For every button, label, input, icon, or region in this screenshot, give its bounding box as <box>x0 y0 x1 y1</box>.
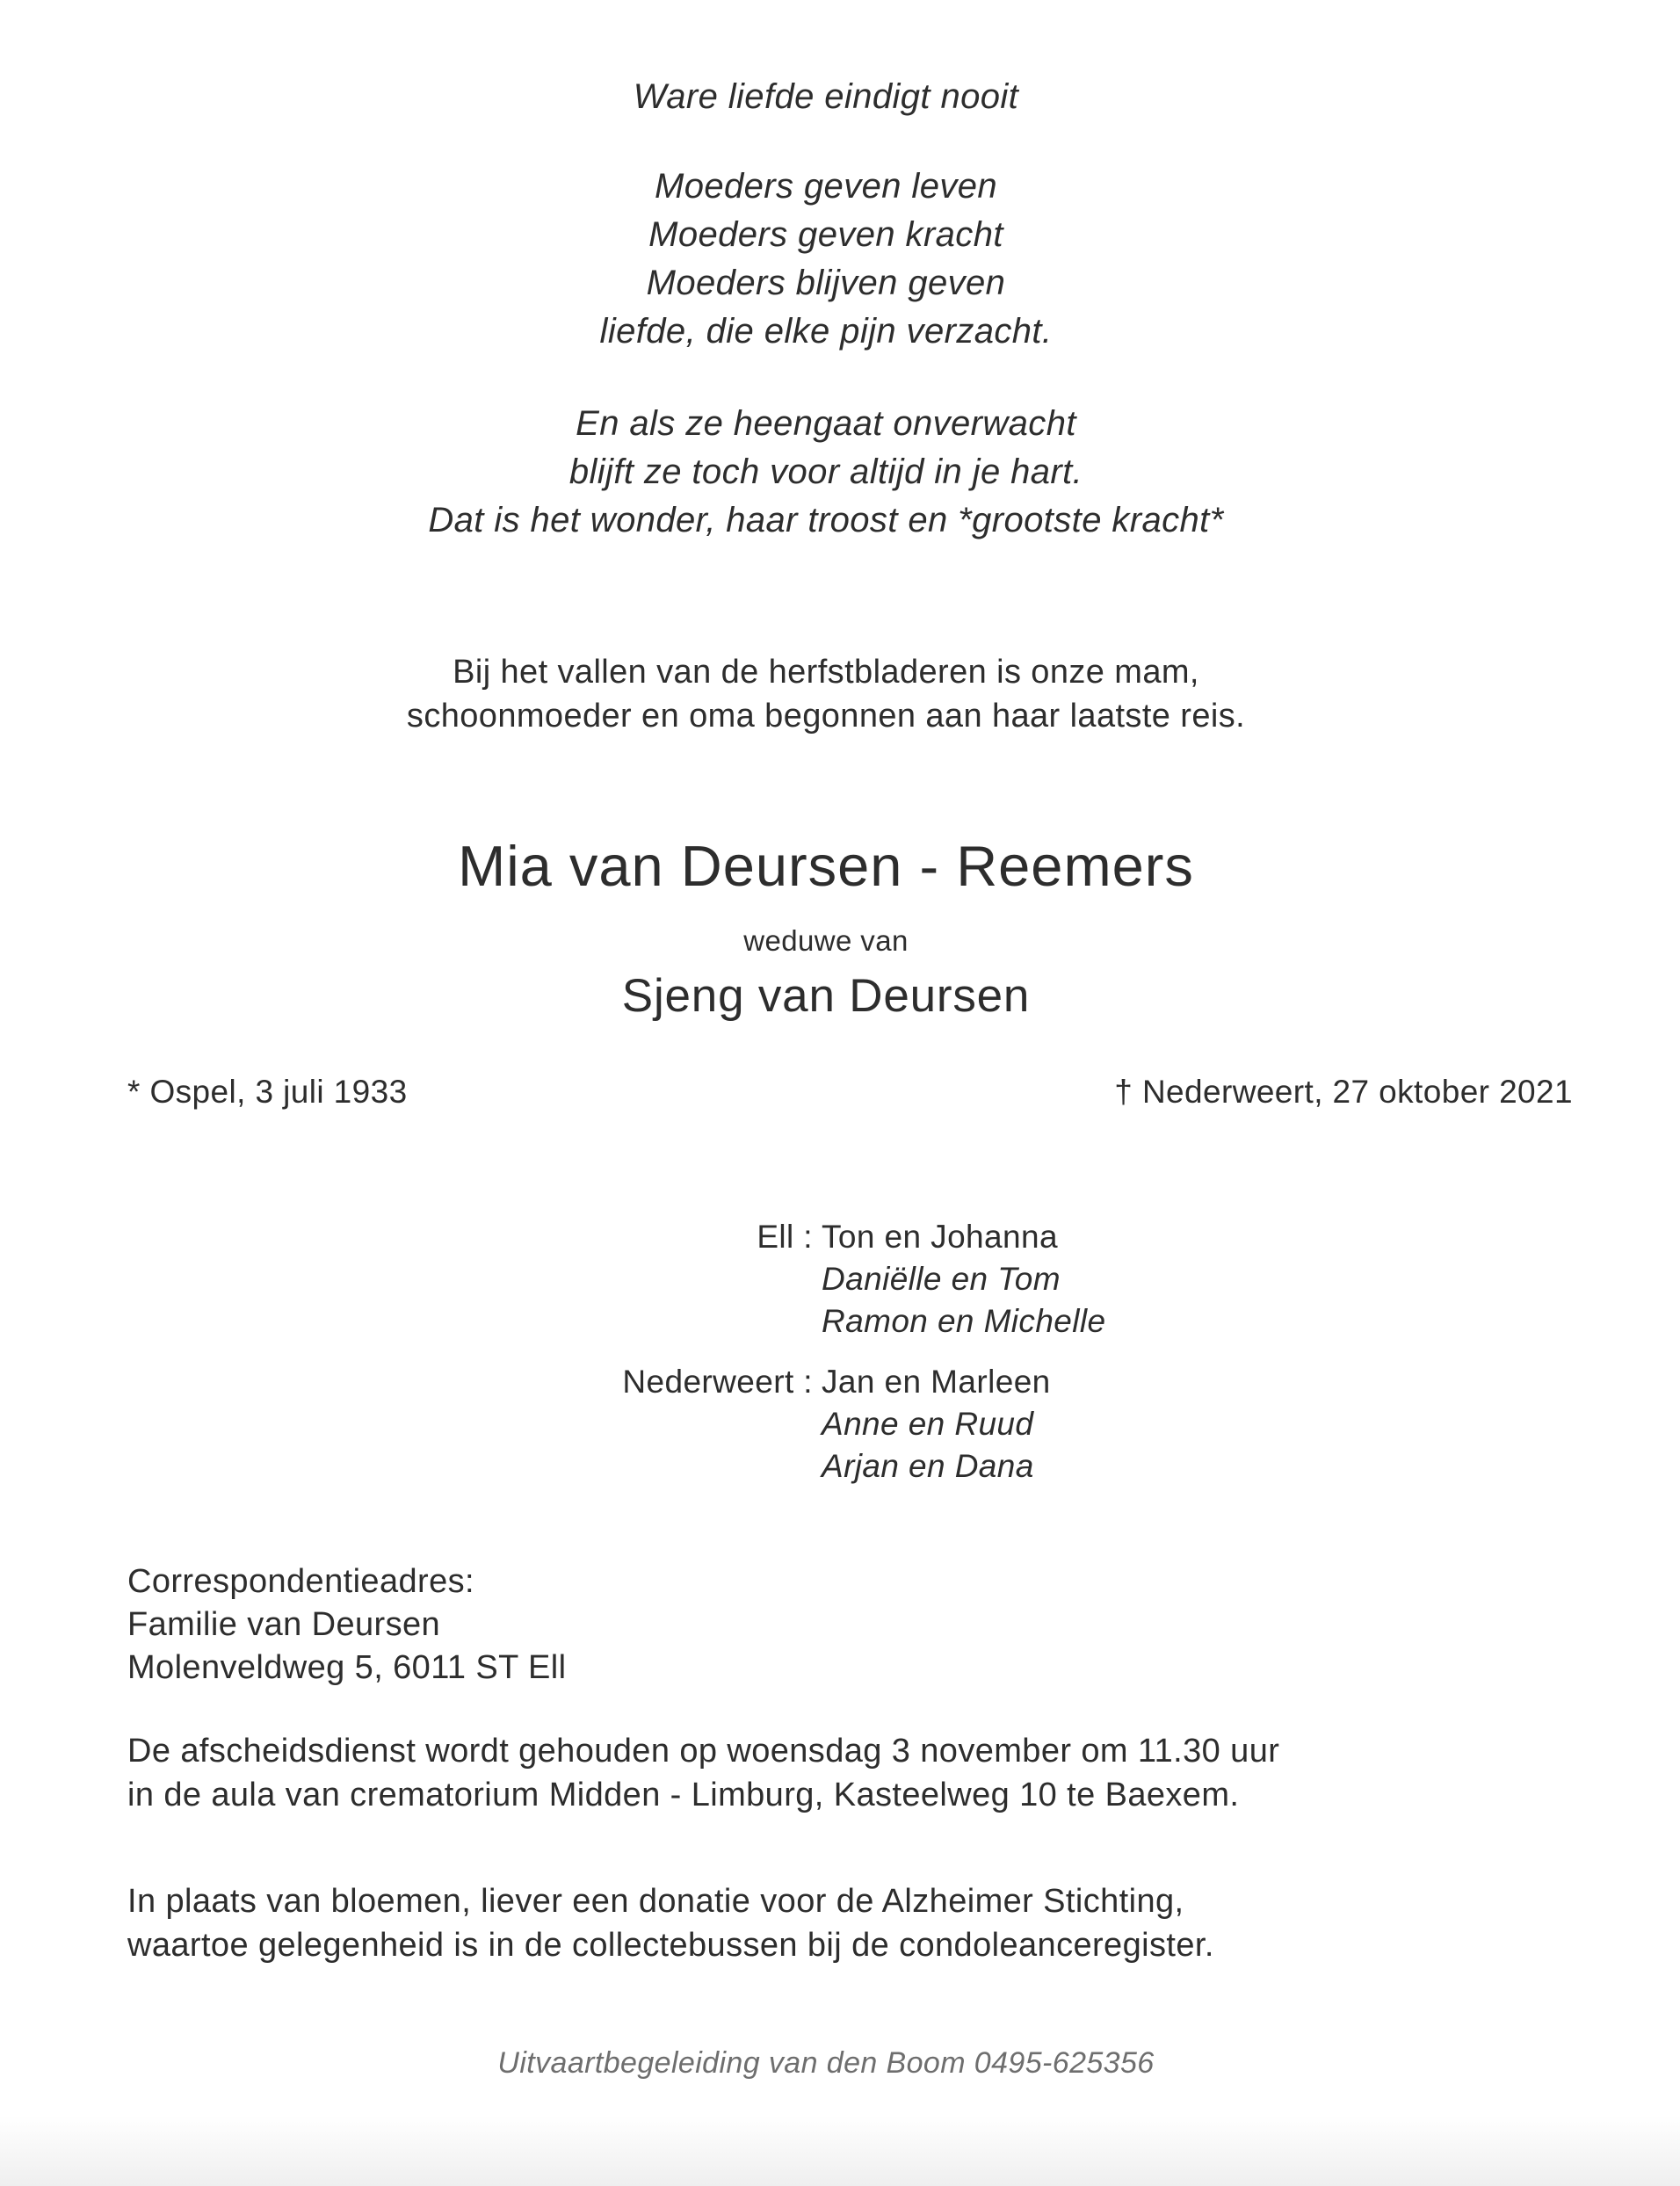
correspondence-address <box>127 1560 566 1690</box>
spouse-name: Sjeng van Deursen <box>621 970 1031 1022</box>
poem-line: Moeders geven leven <box>654 167 998 206</box>
donation-line: In plaats van bloemen, liever een donatie voor de Alzheimer Stichting, <box>127 1883 1184 1920</box>
intro-line: schoonmoeder en oma begonnen aan haar laatste reis. <box>406 698 1246 735</box>
family-members <box>822 1216 1652 1343</box>
correspondence-line: Familie van Deursen <box>127 1606 441 1643</box>
family-member: Jan en Marleen <box>822 1364 1051 1400</box>
family-group <box>0 1216 1652 1343</box>
birth-death-row <box>0 1074 1680 1111</box>
donation-info <box>127 1879 1214 1967</box>
deceased-name: Mia van Deursen - Reemers <box>458 834 1194 898</box>
poem-line: blijft ze toch voor altijd in je hart. <box>568 452 1083 491</box>
poem-stanza-1 <box>0 163 1652 356</box>
relation-label: weduwe van <box>743 924 909 957</box>
poem-line: Dat is het wonder, haar troost en *grootste kracht* <box>428 501 1224 539</box>
death-info: † Nederweert, 27 oktober 2021 <box>1114 1074 1573 1110</box>
service-line: De afscheidsdienst wordt gehouden op woensdag 3 november om 11.30 uur <box>127 1733 1280 1770</box>
family-member: Arjan en Dana <box>822 1448 1034 1484</box>
poem-line: liefde, die elke pijn verzacht. <box>599 312 1053 351</box>
family-place: Nederweert : <box>622 1364 813 1400</box>
correspondence-line: Molenveldweg 5, 6011 ST Ell <box>127 1649 567 1686</box>
poem-stanza-2 <box>0 400 1652 545</box>
birth-info: * Ospel, 3 juli 1933 <box>127 1074 408 1110</box>
family-member: Anne en Ruud <box>822 1406 1034 1442</box>
family-group <box>0 1361 1652 1487</box>
family-list <box>0 1216 1652 1487</box>
family-place: Ell : <box>757 1219 813 1255</box>
announcement-intro <box>0 650 1652 738</box>
family-members <box>822 1361 1652 1487</box>
funeral-director-footer: Uitvaartbegeleiding van den Boom 0495-625356 <box>497 2046 1155 2080</box>
family-member: Ramon en Michelle <box>822 1303 1106 1339</box>
page-bottom-shadow <box>0 2116 1680 2186</box>
service-info <box>127 1729 1279 1817</box>
poem-line: Moeders blijven geven <box>646 264 1006 302</box>
poem-line: Moeders geven kracht <box>648 215 1003 254</box>
service-line: in de aula van crematorium Midden - Limburg, Kasteelweg 10 te Baexem. <box>127 1777 1240 1813</box>
family-member: Daniëlle en Tom <box>822 1261 1061 1297</box>
intro-line: Bij het vallen van de herfstbladeren is onze mam, <box>453 654 1199 691</box>
donation-line: waartoe gelegenheid is in de collectebussen bij de condoleanceregister. <box>127 1927 1214 1964</box>
family-member: Ton en Johanna <box>822 1219 1058 1255</box>
poem-title: Ware liefde eindigt nooit <box>633 77 1019 116</box>
poem-line: En als ze heengaat onverwacht <box>576 404 1076 443</box>
correspondence-heading: Correspondentieadres: <box>127 1563 474 1600</box>
